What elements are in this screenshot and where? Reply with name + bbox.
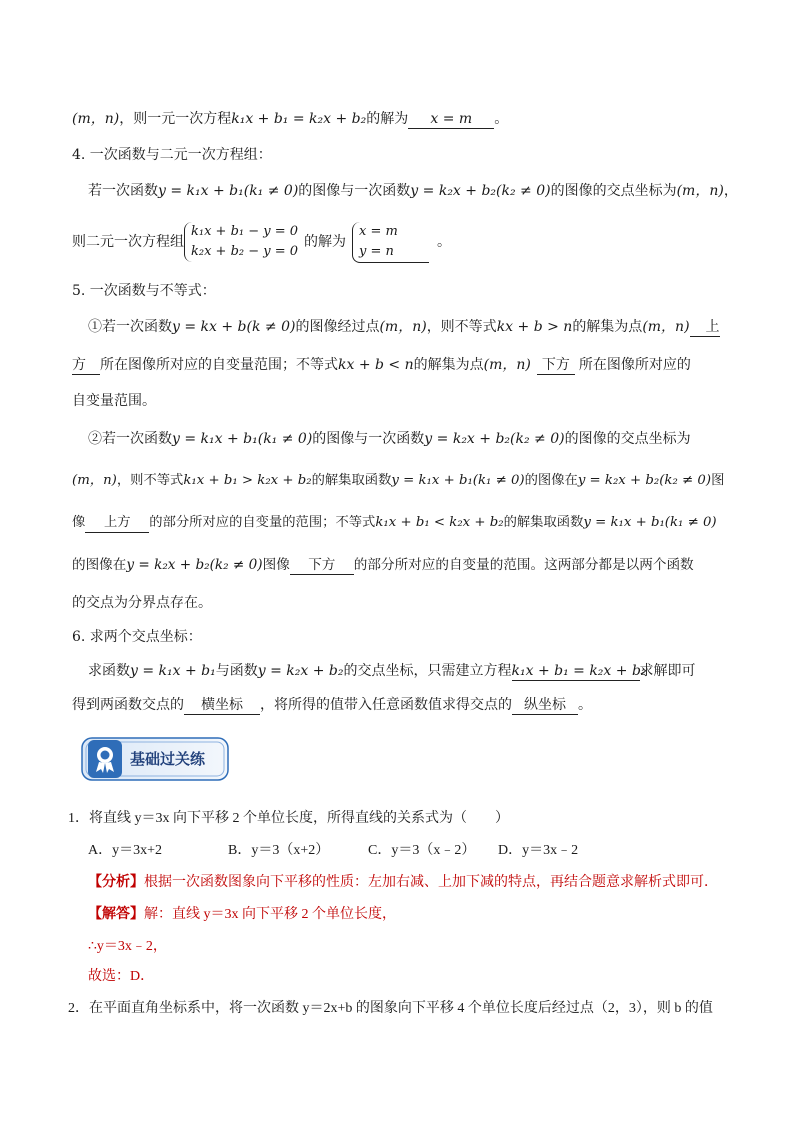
option-a[interactable]: A．y＝3x+2 bbox=[88, 843, 163, 858]
text: 。 bbox=[437, 234, 452, 250]
text: ， bbox=[723, 183, 738, 199]
equation: k₁x + b₁ − y = 0 bbox=[191, 224, 299, 239]
text: 的解集取函数 bbox=[311, 473, 392, 488]
section-title: 5. 一次函数与不等式： bbox=[72, 283, 216, 299]
text-line: 自变量范围。 bbox=[72, 393, 156, 409]
option-d[interactable]: D．y＝3x﹣2 bbox=[498, 843, 579, 858]
text: 的图像在 bbox=[524, 473, 578, 488]
text: 。 bbox=[494, 111, 509, 127]
text-line bbox=[88, 428, 738, 450]
answer-blank bbox=[352, 222, 429, 263]
text: 的解集为点 bbox=[413, 357, 484, 373]
analysis-tag: 【分析】 bbox=[88, 875, 144, 890]
text: ，则不等式 bbox=[426, 319, 497, 335]
text: 若一次函数 bbox=[88, 183, 158, 199]
text-line bbox=[88, 316, 738, 338]
text: 所在图像所对应的自变量范围；不等式 bbox=[100, 357, 338, 373]
option-c[interactable]: C．y＝3（x﹣2） bbox=[368, 843, 476, 858]
text: ，将所得的值带入任意函数值求得交点的 bbox=[260, 697, 512, 713]
answer-blank: 上 bbox=[690, 318, 720, 337]
choose-line: 故选：D． bbox=[88, 969, 155, 984]
text: 的解集取函数 bbox=[503, 515, 584, 530]
math-point: (m，n) bbox=[72, 111, 120, 127]
math-inequality: kx + b > n bbox=[496, 319, 573, 335]
option-b[interactable]: B．y＝3（x+2） bbox=[228, 843, 330, 858]
math-function: y = k₁x + b₁(k₁ ≠ 0) bbox=[391, 473, 525, 488]
text: 的解集为点 bbox=[572, 319, 643, 335]
math-function: y = k₁x + b₁(k₁ ≠ 0) bbox=[583, 515, 717, 530]
answer-blank: 横坐标 bbox=[184, 696, 260, 715]
step-line: ∴y＝3x﹣2， bbox=[88, 939, 167, 954]
text-line bbox=[72, 108, 722, 130]
text: 的图像的交点坐标为 bbox=[564, 431, 691, 447]
equation-system bbox=[184, 222, 298, 262]
math-function: y = k₁x + b₁ bbox=[130, 663, 216, 679]
text: 则二元一次方程组 bbox=[72, 234, 184, 250]
text: ②若一次函数 bbox=[88, 431, 172, 447]
answer-blank: 纵坐标 bbox=[512, 696, 578, 715]
math-point: (m，n) bbox=[676, 183, 724, 199]
text: 求解即可 bbox=[639, 663, 696, 679]
math-inequality: k₁x + b₁ > k₂x + b₂ bbox=[183, 473, 312, 488]
text: 图像 bbox=[262, 557, 290, 573]
answer-blank: 下方 bbox=[537, 356, 575, 375]
section-badge bbox=[80, 734, 230, 784]
text: 的解为 bbox=[304, 234, 347, 250]
math-point: (m，n) bbox=[642, 319, 690, 335]
text: 的图像在 bbox=[72, 557, 127, 573]
text: 所在图像所对应的 bbox=[578, 357, 691, 373]
text-line bbox=[72, 470, 725, 492]
text: 求函数 bbox=[88, 663, 130, 679]
text: ①若一次函数 bbox=[88, 319, 172, 335]
math-function: y = k₂x + b₂(k₂ ≠ 0) bbox=[577, 473, 712, 488]
text: 像 bbox=[72, 515, 86, 530]
text: 的部分所对应的自变量的范围。这两部分都是以两个函数 bbox=[353, 557, 694, 573]
math-function: y = k₁x + b₁(k₁ ≠ 0) bbox=[172, 431, 313, 447]
answer-line bbox=[88, 904, 738, 926]
text: 。 bbox=[578, 697, 592, 713]
text: 的图像经过点 bbox=[295, 319, 380, 335]
math-function: y = k₂x + b₂(k₂ ≠ 0) bbox=[410, 183, 551, 199]
math-function: y = k₂x + b₂ bbox=[257, 663, 344, 679]
badge-title: 基础过关练 bbox=[130, 750, 206, 768]
answer-blank: 方 bbox=[72, 356, 100, 375]
text-line bbox=[88, 180, 738, 202]
text: 的解为 bbox=[366, 111, 409, 127]
math-point: (m，n) bbox=[483, 357, 531, 373]
text: ，则一元一次方程 bbox=[119, 111, 232, 127]
text-line: 的交点为分界点存在。 bbox=[72, 595, 212, 611]
question-stem: 1．将直线 y＝3x 向下平移 2 个单位长度，所得直线的关系式为（ ） bbox=[68, 811, 509, 826]
answer-blank: x = m bbox=[408, 110, 494, 129]
answer-blank: 上方 bbox=[85, 514, 149, 533]
text: 的交点坐标，只需建立方程 bbox=[343, 663, 512, 679]
text: ，则不等式 bbox=[116, 473, 184, 488]
math-point: (m，n) bbox=[72, 473, 117, 488]
answer-line: x = m bbox=[359, 223, 398, 239]
options-row bbox=[88, 840, 738, 862]
math-function: y = kx + b(k ≠ 0) bbox=[172, 319, 296, 335]
math-inequality: kx + b < n bbox=[338, 357, 414, 373]
text: 图 bbox=[711, 473, 725, 488]
text: 的图像与一次函数 bbox=[312, 431, 425, 447]
text-line bbox=[72, 694, 722, 716]
analysis-text: 根据一次函数图象向下平移的性质：左加右减、上加下减的特点，再结合题意求解析式即可． bbox=[144, 875, 718, 890]
question-stem: 2．在平面直角坐标系中，将一次函数 y＝2x+b 的图象向下平移 4 个单位长度后经过点（2，3），则 b 的值 bbox=[68, 1001, 713, 1016]
answer-tag: 【解答】 bbox=[88, 907, 144, 922]
text-line bbox=[72, 354, 722, 376]
math-inequality: k₁x + b₁ < k₂x + b₂ bbox=[375, 515, 504, 530]
text: 的图像的交点坐标为 bbox=[550, 183, 677, 199]
text: 的图像与一次函数 bbox=[298, 183, 411, 199]
math-function: y = k₂x + b₂(k₂ ≠ 0) bbox=[424, 431, 565, 447]
answer-blank: k₁x + b₁ = k₂x + b₂ bbox=[511, 663, 647, 679]
math-function: y = k₂x + b₂(k₂ ≠ 0) bbox=[126, 557, 263, 573]
text: 与函数 bbox=[215, 663, 258, 679]
answer-line: y = n bbox=[359, 243, 394, 259]
section-title: 4. 一次函数与二元一次方程组： bbox=[72, 147, 272, 163]
text-line bbox=[72, 512, 722, 534]
text-line bbox=[88, 660, 738, 682]
text: 得到两函数交点的 bbox=[72, 697, 184, 713]
text-line bbox=[72, 554, 722, 576]
text: 的部分所对应的自变量的范围；不等式 bbox=[149, 515, 376, 530]
equation: k₂x + b₂ − y = 0 bbox=[191, 244, 299, 259]
math-function: y = k₁x + b₁(k₁ ≠ 0) bbox=[158, 183, 299, 199]
answer-text: 解：直线 y＝3x 向下平移 2 个单位长度， bbox=[144, 907, 396, 922]
math-equation: k₁x + b₁ = k₂x + b₂ bbox=[231, 111, 367, 127]
analysis-line bbox=[88, 872, 738, 894]
text-line bbox=[72, 218, 722, 266]
answer-blank: 下方 bbox=[290, 556, 354, 575]
section-title: 6. 求两个交点坐标： bbox=[72, 629, 202, 645]
math-point: (m，n) bbox=[379, 319, 427, 335]
